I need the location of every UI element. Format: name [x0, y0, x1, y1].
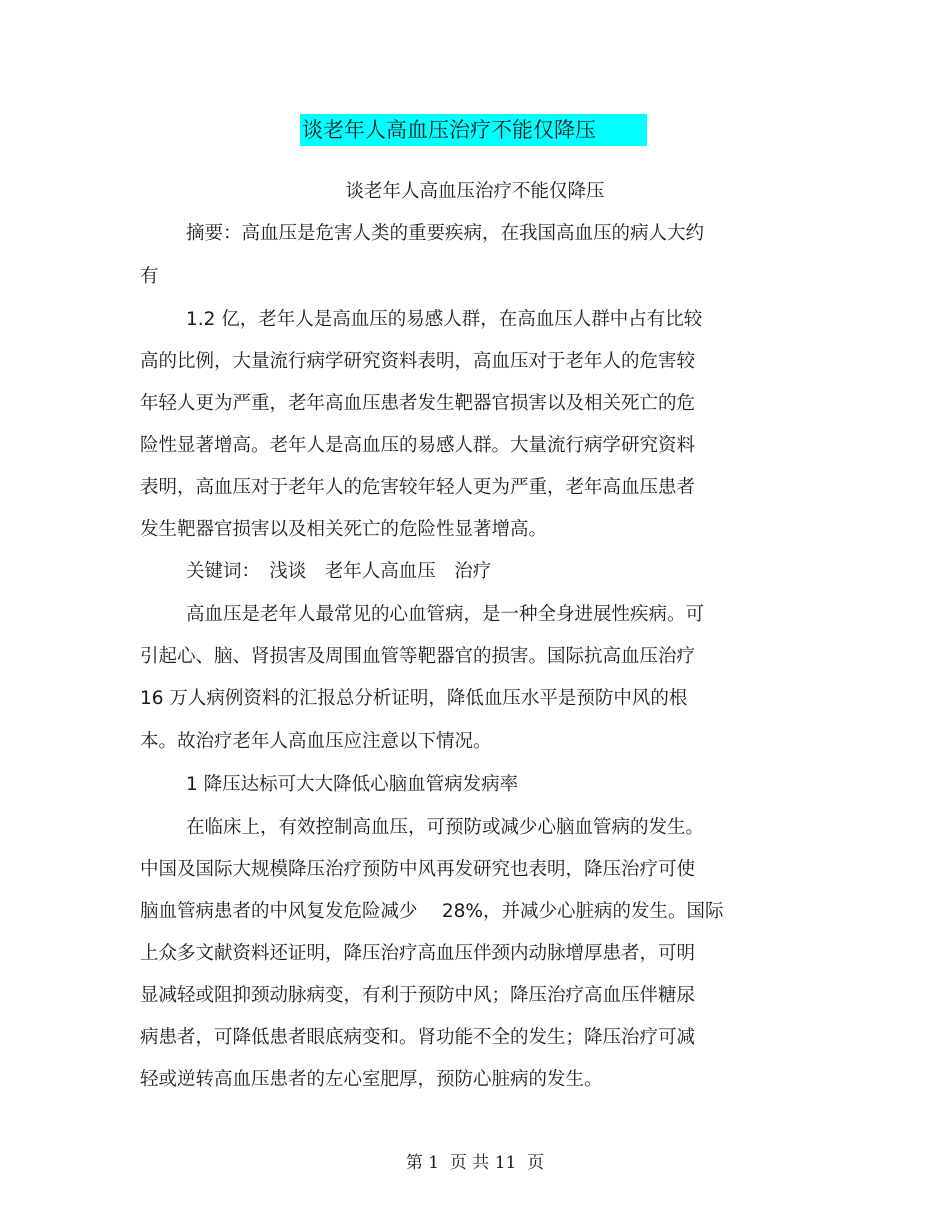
paragraph-line: 16 万人病例资料的汇报总分析证明，降低血压水平是预防中风的根: [140, 688, 688, 709]
document-title-highlighted: 谈老年人高血压治疗不能仅降压: [300, 114, 647, 146]
paragraph-line: 险性显著增高。老年人是高血压的易感人群。大量流行病学研究资料: [140, 435, 696, 456]
paragraph-line: 表明，高血压对于老年人的危害较年轻人更为严重，老年高血压患者: [140, 477, 696, 498]
section-heading: 1 降压达标可大大降低心脑血管病发病率: [186, 774, 519, 795]
keywords-line: 关键词： 浅谈 老年人高血压 治疗: [186, 561, 492, 582]
paragraph-line: 脑血管病患者的中风复发危险减少 28%，并减少心脏病的发生。国际: [140, 901, 724, 922]
document-subtitle: 谈老年人高血压治疗不能仅降压: [345, 181, 605, 202]
paragraph-line: 年轻人更为严重，老年高血压患者发生靶器官损害以及相关死亡的危: [140, 393, 696, 414]
paragraph-line: 上众多文献资料还证明，降压治疗高血压伴颈内动脉增厚患者，可明: [140, 943, 696, 964]
paragraph-line: 有: [140, 266, 159, 287]
paragraph-line: 摘要：高血压是危害人类的重要疾病，在我国高血压的病人大约: [186, 223, 705, 244]
paragraph-line: 发生靶器官损害以及相关死亡的危险性显著增高。: [140, 519, 548, 540]
paragraph-line: 引起心、脑、肾损害及周围血管等靶器官的损害。国际抗高血压治疗: [140, 646, 696, 667]
paragraph-line: 显减轻或阻抑颈动脉病变，有利于预防中风；降压治疗高血压伴糖尿: [140, 985, 696, 1006]
paragraph-line: 本。故治疗老年人高血压应注意以下情况。: [140, 731, 492, 752]
paragraph-line: 轻或逆转高血压患者的左心室肥厚，预防心脏病的发生。: [140, 1069, 603, 1090]
paragraph-line: 中国及国际大规模降压治疗预防中风再发研究也表明，降压治疗可使: [140, 859, 696, 880]
page-number-footer: 第 1 页 共 11 页: [405, 1153, 545, 1173]
paragraph-line: 在临床上，有效控制高血压，可预防或减少心脑血管病的发生。: [186, 817, 705, 838]
paragraph-line: 1.2 亿，老年人是高血压的易感人群，在高血压人群中占有比较: [186, 309, 703, 330]
paragraph-line: 高的比例，大量流行病学研究资料表明，高血压对于老年人的危害较: [140, 351, 696, 372]
paragraph-line: 病患者，可降低患者眼底病变和。肾功能不全的发生；降压治疗可减: [140, 1027, 696, 1048]
paragraph-line: 高血压是老年人最常见的心血管病，是一种全身进展性疾病。可: [186, 604, 705, 625]
